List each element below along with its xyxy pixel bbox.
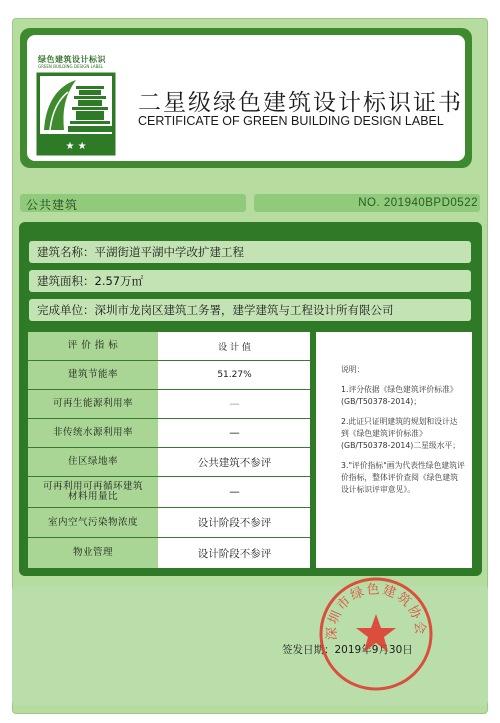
logo-subtitle: GREEN BUILDING DESIGN LABEL bbox=[38, 64, 104, 69]
note-item: 1.评分依据《绿色建筑评价标准》(GB/T50378-2014)； bbox=[341, 385, 458, 406]
value-cell: — bbox=[159, 390, 310, 418]
building-area-label: 建筑面积： bbox=[37, 274, 95, 288]
completion-unit-row bbox=[29, 299, 471, 321]
table-row bbox=[28, 477, 310, 508]
table-row bbox=[28, 508, 310, 538]
certificate-title: 二星级绿色建筑设计标识证书 bbox=[138, 90, 463, 116]
green-building-logo-icon bbox=[36, 72, 116, 156]
logo-stars: ★ ★ bbox=[65, 141, 87, 152]
building-area-value: 2.57万㎡ bbox=[94, 274, 144, 288]
note-item: 2.此证只证明建筑的规划和设计达到《绿色建筑评价标准》(GB/T50378-2014)二星级水平； bbox=[341, 417, 461, 450]
notes-text bbox=[341, 364, 465, 504]
building-area-row bbox=[29, 270, 471, 292]
building-name-row bbox=[29, 241, 471, 263]
certificate-title-english: CERTIFICATE OF GREEN BUILDING DESIGN LABEL bbox=[138, 114, 444, 128]
note-item: 3."评价指标"画为代表性绿色建筑评价指标，整体评价查阅《绿色建筑设计标识评审意见》。 bbox=[341, 461, 465, 494]
indicator-cell: 建筑节能率 bbox=[28, 361, 158, 389]
completion-unit-label: 完成单位： bbox=[37, 303, 95, 317]
evaluation-table bbox=[28, 332, 310, 568]
header-value: 设 计 值 bbox=[159, 332, 310, 360]
seal-text: 深圳市绿色建筑协会 bbox=[324, 582, 428, 641]
notes-heading: 说明： bbox=[341, 365, 365, 374]
table-row bbox=[28, 448, 310, 477]
completion-unit-value: 深圳市龙岗区建筑工务署，建学建筑与工程设计所有限公司 bbox=[94, 303, 394, 317]
indicator-cell: 可再利用可再循环建筑材料用量比 bbox=[28, 477, 158, 507]
value-cell: 设计阶段不参评 bbox=[159, 508, 310, 537]
official-seal-icon bbox=[316, 574, 436, 694]
table-row bbox=[28, 419, 310, 448]
indicator-cell: 住区绿地率 bbox=[28, 448, 158, 476]
header-indicator: 评 价 指 标 bbox=[28, 332, 158, 360]
indicator-cell: 物业管理 bbox=[28, 538, 158, 568]
building-category: 公共建筑 bbox=[26, 198, 79, 212]
value-cell: 公共建筑不参评 bbox=[159, 448, 310, 476]
building-name-label: 建筑名称： bbox=[37, 245, 95, 259]
table-row bbox=[28, 538, 310, 568]
indicator-cell: 非传统水源利用率 bbox=[28, 419, 158, 447]
certificate-number: NO. 201940BPD0522 bbox=[358, 197, 478, 209]
building-name-value: 平湖街道平湖中学改扩建工程 bbox=[94, 245, 244, 259]
issue-date: 签发日期：2019年9月30日 bbox=[282, 644, 413, 656]
indicator-cell: 可再生能源利用率 bbox=[28, 390, 158, 418]
value-cell: 51.27% bbox=[159, 361, 310, 389]
value-cell: — bbox=[159, 419, 310, 447]
indicator-cell: 室内空气污染物浓度 bbox=[28, 508, 158, 537]
logo-title: 绿色建筑设计标识 bbox=[38, 55, 106, 64]
table-row bbox=[28, 390, 310, 419]
value-cell: 设计阶段不参评 bbox=[159, 538, 310, 568]
value-cell: — bbox=[159, 477, 310, 507]
table-row bbox=[28, 361, 310, 390]
table-header-row bbox=[28, 332, 310, 361]
